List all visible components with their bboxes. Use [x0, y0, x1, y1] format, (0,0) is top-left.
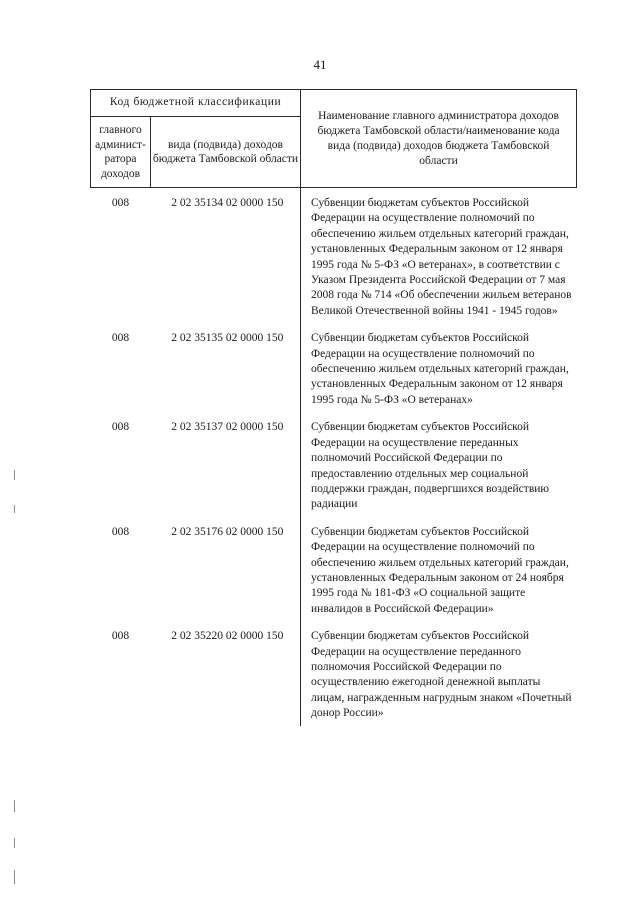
header-name-column: Наименование главного администратора доходов бюджета Тамбовской области/наименование кода вида (подвида) доходов бюджета Тамбовской области [301, 90, 577, 188]
table-body [91, 188, 577, 726]
table-header [91, 90, 577, 188]
header-row-group [91, 90, 577, 117]
scan-margin-mark [14, 470, 15, 480]
admin-code-cell: 008 [111, 630, 130, 643]
scan-margin-mark [14, 505, 15, 513]
income-code-cell: 2 02 35135 02 0000 150 [151, 323, 301, 412]
scan-margin-mark [14, 800, 15, 812]
table-row [91, 323, 577, 412]
income-code-cell: 2 02 35137 02 0000 150 [151, 412, 301, 516]
header-admin-column: главного админист-ратора доходов [91, 117, 151, 188]
income-name-cell: Субвенции бюджетам субъектов Российской Федерации на осуществление переданного полномочия Российской Федерации по осуществлению ежегодной денежной выплаты лицам, награжденным нагрудным знаком «Почетный донор России» [311, 630, 572, 720]
admin-code-cell: 008 [111, 197, 130, 209]
scan-margin-mark [14, 870, 15, 884]
income-code-cell: 2 02 35220 02 0000 150 [151, 621, 301, 725]
page-number: 41 [313, 57, 327, 72]
table-row [91, 621, 577, 725]
income-name-cell: Субвенции бюджетам субъектов Российской Федерации на осуществление переданных полномочий Российской Федерации по предоставлению отдельных мер социальной поддержки граждан, подвергшихся воздействию радиации [311, 421, 549, 511]
header-code-column: вида (подвида) доходов бюджета Тамбовской области [151, 117, 301, 188]
header-code-group: Код бюджетной классификации [91, 90, 301, 117]
admin-code-cell: 008 [111, 421, 130, 434]
income-name-cell: Субвенции бюджетам субъектов Российской Федерации на осуществление полномочий по обеспечению жильем отдельных категорий граждан, установленных Федеральным законом от 12 января 1995 года № 5-ФЗ «О ветеранах», в соответствии с Указом Президента Российской Федерации от 7 мая 2008 года № 714 «Об обеспечении жильем ветеранов Великой Отечественной войны 1941 - 1945 годов» [311, 197, 572, 317]
income-code-cell: 2 02 35134 02 0000 150 [151, 188, 301, 324]
income-code-cell: 2 02 35176 02 0000 150 [151, 517, 301, 621]
table-row [91, 517, 577, 621]
scan-margin-mark [14, 838, 15, 848]
table-row [91, 188, 577, 324]
table-row [91, 412, 577, 516]
income-name-cell: Субвенции бюджетам субъектов Российской Федерации на осуществление полномочий по обеспечению жильем отдельных категорий граждан, установленных Федеральным законом от 24 ноября 1995 года № 181-ФЗ «О социальной защите инвалидов в Российской Федерации» [311, 525, 569, 615]
income-name-cell: Субвенции бюджетам субъектов Российской Федерации на осуществление полномочий по обеспечению жильем отдельных категорий граждан, установленных Федеральным законом от 12 января 1995 года № 5-ФЗ «О ветеранах» [311, 332, 569, 406]
admin-code-cell: 008 [111, 525, 130, 538]
budget-classification-table [90, 89, 577, 726]
admin-code-cell: 008 [111, 332, 130, 345]
